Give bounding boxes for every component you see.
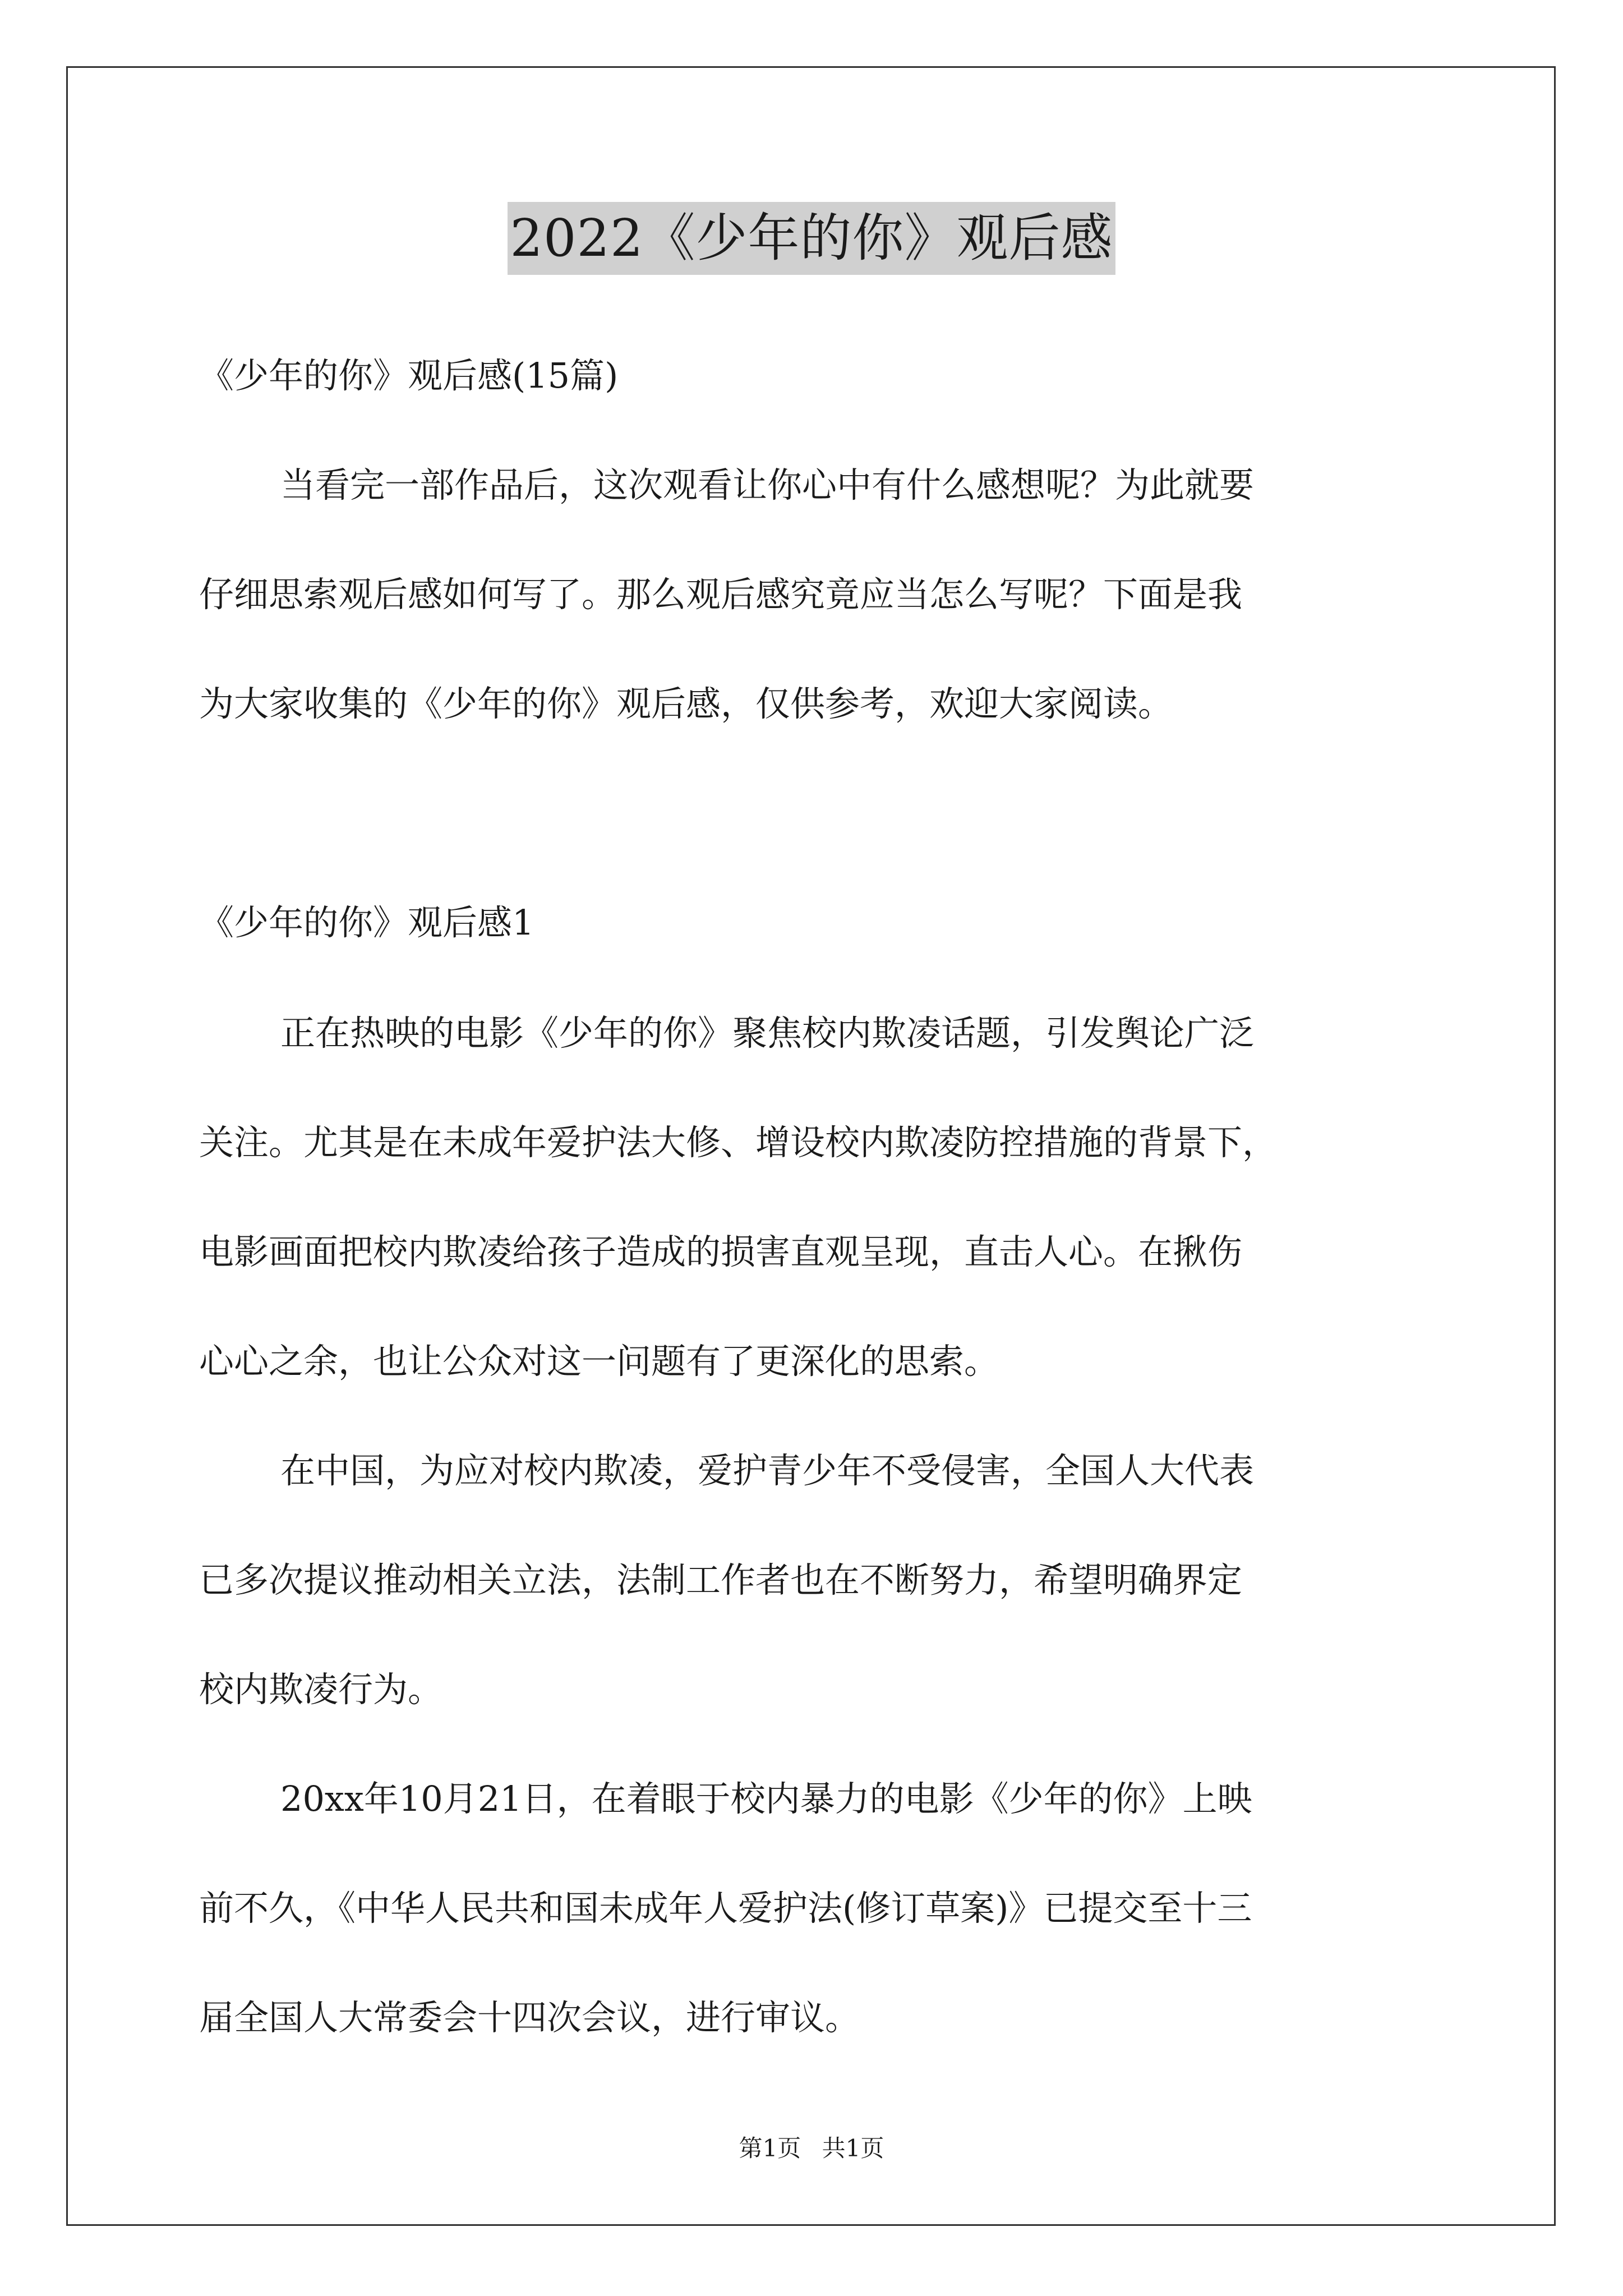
document-title: 2022《少年的你》观后感 — [508, 202, 1115, 275]
title-container — [0, 202, 1623, 275]
page-total: 共1页 — [822, 2134, 884, 2162]
paragraph-line: 届全国人大常委会十四次会议，进行审议。 — [199, 1997, 860, 2038]
paragraph-line: 在中国，为应对校内欺凌，爱护青少年不受侵害，全国人大代表 — [280, 1450, 1255, 1491]
paragraph-line: 关注。尤其是在未成年爱护法大修、增设校内欺凌防控措施的背景下， — [199, 1122, 1278, 1163]
paragraph-line: 心心之余，也让公众对这一问题有了更深化的思索。 — [199, 1341, 999, 1382]
paragraph-line: 20xx年10月21日，在着眼于校内暴力的电影《少年的你》上映 — [280, 1778, 1252, 1819]
paragraph-line: 已多次提议推动相关立法，法制工作者也在不断努力，希望明确界定 — [199, 1559, 1243, 1600]
document-subtitle: 《少年的你》观后感(15篇) — [199, 355, 619, 396]
paragraph-line: 校内欺凌行为。 — [199, 1669, 443, 1710]
page-number: 第1页 — [739, 2134, 801, 2162]
intro-line: 仔细思索观后感如何写了。那么观后感究竟应当怎么写呢？下面是我 — [199, 574, 1243, 615]
paragraph-line: 前不久，《中华人民共和国未成年人爱护法(修订草案)》已提交至十三 — [199, 1888, 1252, 1929]
intro-line: 当看完一部作品后，这次观看让你心中有什么感想呢？为此就要 — [280, 464, 1255, 505]
section-heading: 《少年的你》观后感1 — [199, 902, 534, 943]
paragraph-line: 正在热映的电影《少年的你》聚焦校内欺凌话题，引发舆论广泛 — [280, 1013, 1255, 1053]
intro-line: 为大家收集的《少年的你》观后感，仅供参考，欢迎大家阅读。 — [199, 683, 1173, 724]
page-footer — [0, 2132, 1623, 2165]
paragraph-line: 电影画面把校内欺凌给孩子造成的损害直观呈现，直击人心。在揪伤 — [199, 1231, 1243, 1272]
